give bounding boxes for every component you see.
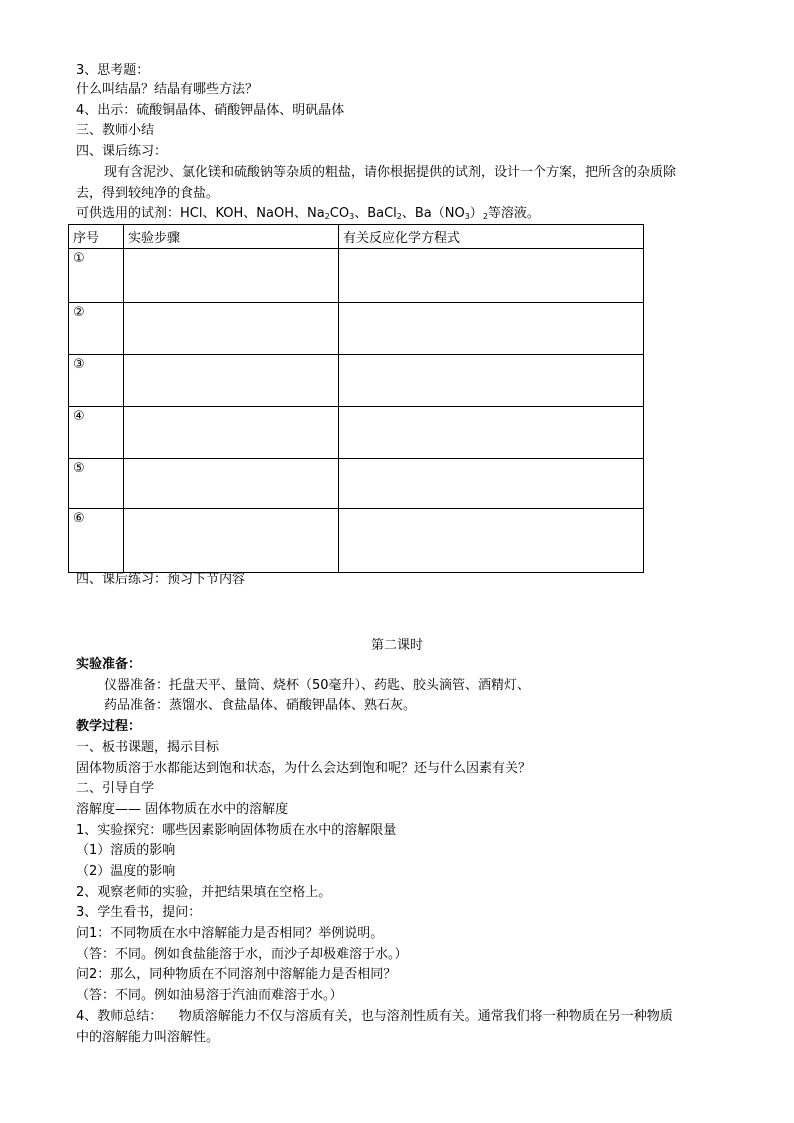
step-cell[interactable] bbox=[124, 355, 339, 407]
row-index: ⑥ bbox=[69, 509, 124, 573]
table-row bbox=[69, 303, 644, 355]
table-row bbox=[69, 249, 644, 303]
teacher-conclusion-2: 中的溶解能力叫溶解性。 bbox=[76, 1030, 220, 1045]
question-heading: 3、思考题： bbox=[76, 63, 150, 78]
experiment-table bbox=[68, 224, 644, 573]
row-index: ① bbox=[69, 249, 124, 303]
factor-solute: （1）溶质的影响 bbox=[76, 843, 176, 858]
step-2-heading: 二、引导自学 bbox=[76, 781, 155, 796]
step-cell[interactable] bbox=[124, 407, 339, 459]
teacher-conclusion-1: 4、教师总结： 物质溶解能力不仅与溶质有关，也与溶剂性质有关。通常我们将一种物质在另一种物质 bbox=[76, 1009, 673, 1024]
step-cell[interactable] bbox=[124, 459, 339, 509]
table-row bbox=[69, 509, 644, 573]
homework-text-1: 现有含泥沙、氯化镁和硫酸钠等杂质的粗盐，请你根据提供的试剂，设计一个方案，把所含的杂质除 bbox=[104, 165, 677, 180]
equation-cell[interactable] bbox=[339, 459, 644, 509]
header-equations: 有关反应化学方程式 bbox=[339, 225, 644, 249]
step-1-text: 固体物质溶于水都能达到饱和状态，为什么会达到饱和呢？还与什么因素有关？ bbox=[76, 761, 532, 776]
header-index: 序号 bbox=[69, 225, 124, 249]
observe-experiment: 2、观察老师的实验，并把结果填在空格上。 bbox=[76, 885, 332, 900]
solubility-definition: 溶解度—— 固体物质在水中的溶解度 bbox=[76, 802, 289, 817]
header-steps: 实验步骤 bbox=[124, 225, 339, 249]
process-heading: 教学过程： bbox=[76, 719, 142, 734]
step-1-heading: 一、板书课题，揭示目标 bbox=[76, 740, 220, 755]
table-row bbox=[69, 459, 644, 509]
equation-cell[interactable] bbox=[339, 407, 644, 459]
available-reagents: 可供选用的试剂：HCl、KOH、NaOH、$Na_2CO_3$、BaCl$_2$、$Ba(NO_3)_2$等溶液。 bbox=[76, 206, 540, 221]
row-index: ⑤ bbox=[69, 459, 124, 509]
teacher-summary-heading: 三、教师小结 bbox=[76, 123, 155, 138]
row-index: ② bbox=[69, 303, 124, 355]
question-1: 问1：不同物质在水中溶解能力是否相同？举例说明。 bbox=[76, 926, 384, 941]
step-cell[interactable] bbox=[124, 509, 339, 573]
equation-cell[interactable] bbox=[339, 355, 644, 407]
read-book-question: 3、学生看书，提问： bbox=[76, 905, 202, 920]
lesson-title: 第二课时 bbox=[370, 638, 423, 653]
question-text: 什么叫结晶？结晶有哪些方法？ bbox=[76, 82, 259, 97]
table-row bbox=[69, 355, 644, 407]
equation-cell[interactable] bbox=[339, 249, 644, 303]
instrument-prep: 仪器准备：托盘天平、量筒、烧杯（50毫升）、药匙、胶头滴管、酒精灯、 bbox=[104, 678, 531, 693]
reagent-prep: 药品准备：蒸馏水、食盐晶体、硝酸钾晶体、熟石灰。 bbox=[104, 698, 417, 713]
table-header-row bbox=[69, 225, 644, 249]
row-index: ③ bbox=[69, 355, 124, 407]
preview-homework: 四、课后练习：预习下节内容 bbox=[76, 572, 246, 587]
row-index: ④ bbox=[69, 407, 124, 459]
question-2: 问2：那么，同种物质在不同溶剂中溶解能力是否相同？ bbox=[76, 967, 397, 982]
answer-1: （答：不同。例如食盐能溶于水，而沙子却极难溶于水。） bbox=[76, 947, 408, 962]
prep-heading: 实验准备： bbox=[76, 657, 142, 672]
step-cell[interactable] bbox=[124, 249, 339, 303]
show-crystals: 4、出示：硫酸铜晶体、硝酸钾晶体、明矾晶体 bbox=[76, 103, 345, 118]
answer-2: （答：不同。例如油易溶于汽油而难溶于水。） bbox=[76, 988, 343, 1003]
factor-temperature: （2）温度的影响 bbox=[76, 864, 176, 879]
homework-heading: 四、课后练习： bbox=[76, 144, 168, 159]
equation-cell[interactable] bbox=[339, 303, 644, 355]
homework-text-2: 去，得到较纯净的食盐。 bbox=[76, 186, 220, 201]
experiment-inquiry: 1、实验探究：哪些因素影响固体物质在水中的溶解限量 bbox=[76, 823, 397, 838]
table-row bbox=[69, 407, 644, 459]
step-cell[interactable] bbox=[124, 303, 339, 355]
equation-cell[interactable] bbox=[339, 509, 644, 573]
